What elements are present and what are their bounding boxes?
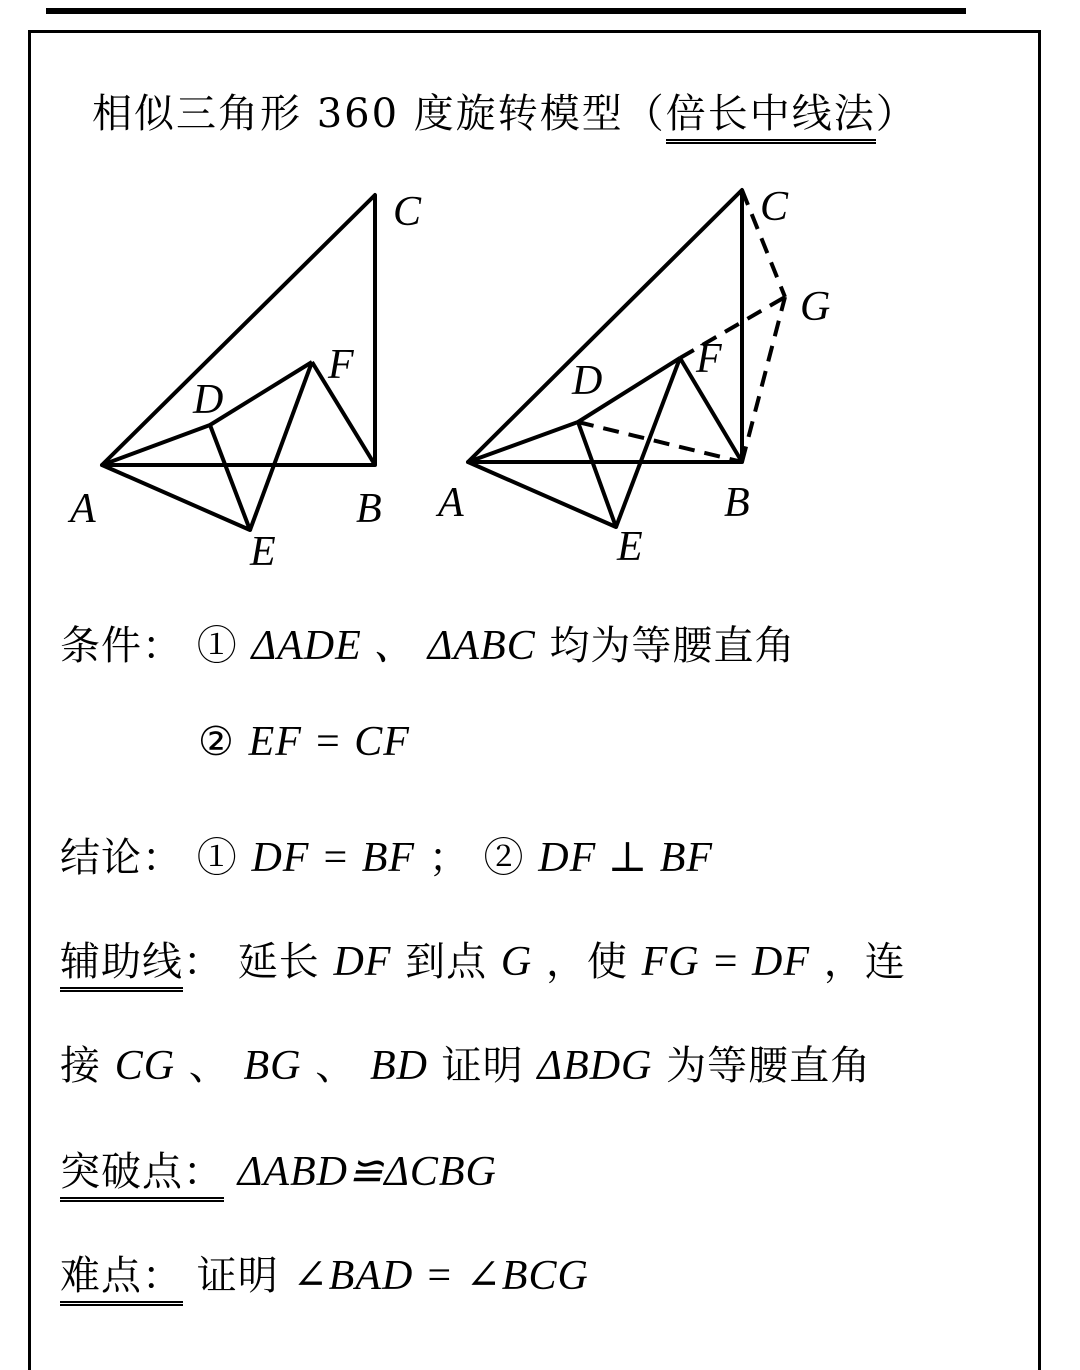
difficulty-math: ∠BAD = ∠BCG xyxy=(292,1253,589,1299)
left-label-e: E xyxy=(250,529,276,575)
auxiliary-l2-t1: 接 xyxy=(60,1043,115,1089)
auxiliary-line-2 xyxy=(60,1034,871,1091)
right-label-c: C xyxy=(760,184,789,230)
right-label-d: D xyxy=(572,358,603,404)
auxiliary-l2-m3: BD xyxy=(369,1043,428,1089)
auxiliary-l2-t4: 证明 xyxy=(441,1043,538,1089)
conditions-line-2 xyxy=(198,718,410,766)
conditions-item1-text: 均为等腰直角 xyxy=(549,623,796,669)
difficulty-line xyxy=(60,1244,589,1301)
auxiliary-l2-t3: 、 xyxy=(315,1043,370,1089)
auxiliary-t1: 延长 xyxy=(237,939,334,985)
conclusion-item1-math: DF = BF xyxy=(251,835,416,881)
difficulty-text: 证明 xyxy=(196,1253,293,1299)
right-label-g: G xyxy=(800,284,831,330)
left-label-b: B xyxy=(356,486,382,532)
left-label-c: C xyxy=(393,189,422,235)
auxiliary-label: 辅助线 xyxy=(60,939,183,992)
left-label-d: D xyxy=(193,377,224,423)
breakthrough-label: 突破点： xyxy=(60,1149,224,1202)
breakthrough-line xyxy=(60,1140,497,1197)
conditions-item2-num: ② xyxy=(198,719,235,765)
left-label-a: A xyxy=(70,486,96,532)
auxiliary-colon: ： xyxy=(183,939,224,985)
right-label-f: F xyxy=(696,336,722,382)
difficulty-label: 难点： xyxy=(60,1253,183,1306)
left-triangle-abc xyxy=(102,195,375,465)
auxiliary-l2-t5: 为等腰直角 xyxy=(666,1043,872,1089)
conditions-item2-math: EF = CF xyxy=(248,719,410,765)
conditions-label: 条件： xyxy=(60,623,183,669)
auxiliary-m2: G xyxy=(500,939,533,985)
breakthrough-math: ΔABD≌ΔCBG xyxy=(237,1149,497,1195)
conditions-line-1 xyxy=(60,612,795,672)
right-dashed-bg xyxy=(742,297,785,462)
title-main: 相似三角形 360 度旋转模型（ xyxy=(92,91,666,137)
auxiliary-t4: ，连 xyxy=(823,939,906,985)
conditions-item1-num: ① xyxy=(196,623,238,669)
right-label-b: B xyxy=(724,480,750,526)
left-label-f: F xyxy=(328,342,354,388)
conditions-item1-math: ΔADE 、 ΔABC xyxy=(251,623,536,669)
auxiliary-l2-m1: CG xyxy=(114,1043,176,1089)
title-method: 倍长中线法 xyxy=(666,91,876,144)
conclusion-item2-num: ② xyxy=(483,835,525,881)
geometry-figures xyxy=(0,0,1080,600)
auxiliary-t3: ，使 xyxy=(545,939,642,985)
conclusion-item2-math: DF ⊥ BF xyxy=(538,835,714,881)
auxiliary-l2-t2: 、 xyxy=(188,1043,244,1089)
right-label-a: A xyxy=(438,480,464,526)
conclusion-sep: ； xyxy=(428,835,484,881)
right-auxiliary-lines xyxy=(578,190,785,462)
auxiliary-t2: 到点 xyxy=(405,939,501,985)
left-segment-df xyxy=(210,362,312,425)
auxiliary-line-1 xyxy=(60,930,906,987)
conclusion-label: 结论： xyxy=(60,835,183,881)
auxiliary-m3: FG = DF xyxy=(641,939,810,985)
conclusion-item1-num: ① xyxy=(196,835,238,881)
auxiliary-l2-m4: ΔBDG xyxy=(537,1043,653,1089)
auxiliary-m1: DF xyxy=(333,939,392,985)
right-segment-ef xyxy=(616,358,680,527)
right-triangle-abc xyxy=(468,190,742,462)
conclusion-line xyxy=(60,826,713,883)
right-dashed-bd xyxy=(578,422,742,462)
left-segment-ef xyxy=(250,362,312,530)
auxiliary-l2-m2: BG xyxy=(243,1043,302,1089)
right-label-e: E xyxy=(617,524,643,570)
title-close: ） xyxy=(875,91,918,137)
